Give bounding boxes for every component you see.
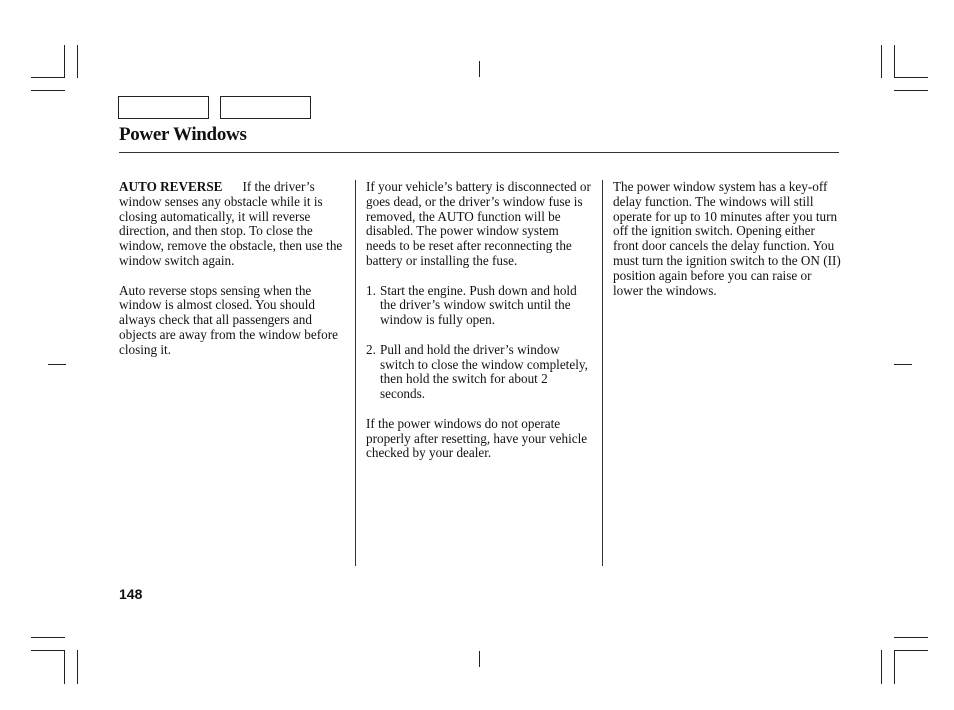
step-1 <box>366 284 592 328</box>
page-title: Power Windows <box>119 124 247 145</box>
step-text: Pull and hold the driver’s window switch to close the window completely, then hold the switch for about 2 seconds. <box>380 341 588 402</box>
header-tab-box-2 <box>220 96 311 119</box>
step-number: 1. <box>366 282 376 298</box>
header-tab-box-1 <box>118 96 209 119</box>
column-1 <box>119 180 347 372</box>
column-divider-2 <box>602 180 603 566</box>
step-2 <box>366 343 592 402</box>
col2-paragraph-2: If the power windows do not operate properly after resetting, have your vehicle checked by your dealer. <box>366 415 588 461</box>
column-divider-1 <box>355 180 356 566</box>
col2-paragraph-1: If your vehicle’s battery is disconnected or goes dead, or the driver’s window fuse is removed, the AUTO function will be disabled. The power window system needs to be reset after reconnecting the battery or installing the fuse. <box>366 179 591 268</box>
col3-paragraph-1: The power window system has a key-off delay function. The windows will still operate for up to 10 minutes after you turn off the ignition switch. Opening either front door cancels the delay function. You must turn the ignition switch to the ON (II) position again before you can raise or lower the windows. <box>613 179 841 298</box>
column-3 <box>613 180 841 313</box>
auto-reverse-heading: AUTO REVERSE <box>119 179 223 194</box>
step-number: 2. <box>366 341 376 357</box>
title-divider <box>119 152 839 153</box>
col1-paragraph-1 <box>119 180 347 269</box>
col1-paragraph-2: Auto reverse stops sensing when the window is almost closed. You should always check that all passengers and objects are away from the window before closing it. <box>119 282 338 357</box>
page-number: 148 <box>119 586 143 602</box>
col1-paragraph-1-text: If the driver’s window senses any obstacle while it is closing automatically, it will reverse direction, and then stop. To close the window, remove the obstacle, then use the window switch again. <box>119 179 343 268</box>
column-2 <box>366 180 592 476</box>
step-text: Start the engine. Push down and hold the driver’s window switch until the window is fully open. <box>380 282 577 328</box>
